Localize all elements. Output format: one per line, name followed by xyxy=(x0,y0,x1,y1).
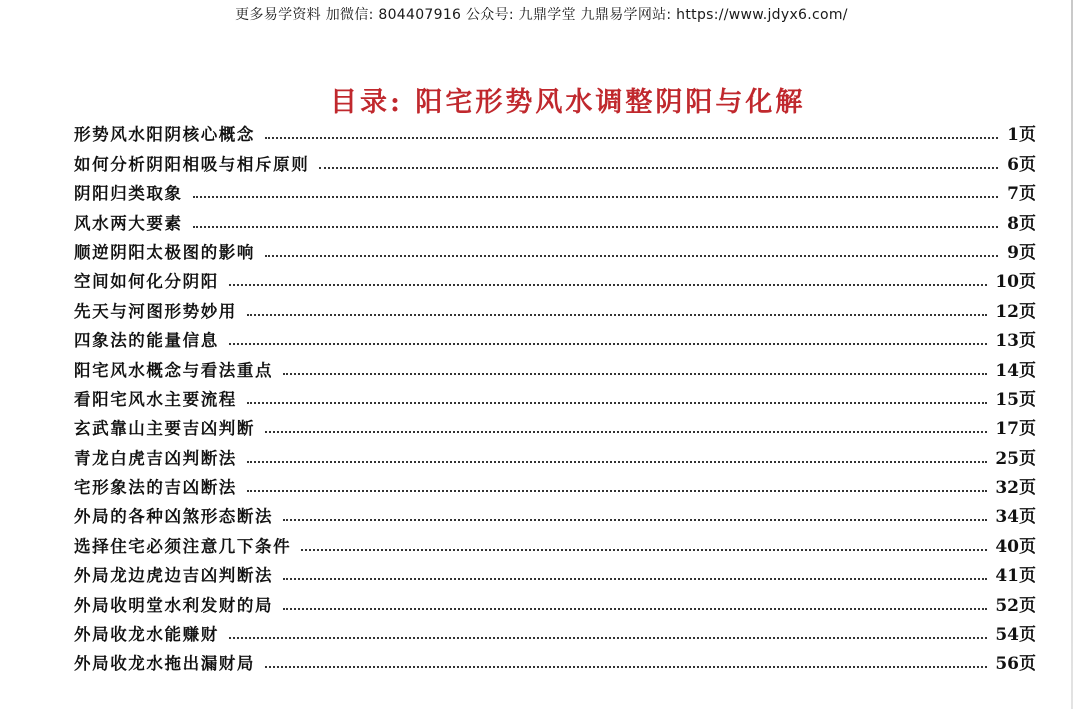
toc-row xyxy=(74,469,1036,498)
toc-row xyxy=(74,145,1036,174)
toc-row xyxy=(74,586,1036,615)
toc-row xyxy=(74,557,1036,586)
toc-page-number: 52页 xyxy=(995,595,1036,616)
dot-leader xyxy=(247,402,987,404)
toc-row xyxy=(74,645,1036,674)
dot-leader xyxy=(247,461,987,463)
toc-page-number: 25页 xyxy=(995,448,1036,469)
dot-leader xyxy=(283,578,987,580)
toc-row xyxy=(74,439,1036,468)
dot-leader xyxy=(265,666,987,668)
toc-entry-title: 选择住宅必须注意几下条件 xyxy=(74,536,292,556)
table-of-contents xyxy=(74,116,1036,674)
toc-entry-title: 外局收明堂水利发财的局 xyxy=(74,595,274,615)
toc-page-number: 12页 xyxy=(995,301,1036,322)
toc-page-number: 13页 xyxy=(995,331,1036,352)
dot-leader xyxy=(229,343,988,345)
toc-page-number: 34页 xyxy=(995,507,1036,528)
toc-entry-title: 外局的各种凶煞形态断法 xyxy=(74,507,274,527)
toc-entry-title: 宅形象法的吉凶断法 xyxy=(74,478,237,498)
toc-page-number: 15页 xyxy=(995,389,1036,410)
toc-page-number: 32页 xyxy=(995,478,1036,499)
toc-entry-title: 先天与河图形势妙用 xyxy=(74,301,237,321)
toc-entry-title: 空间如何化分阴阳 xyxy=(74,272,219,292)
toc-page-number: 8页 xyxy=(1007,213,1036,234)
toc-page-number: 6页 xyxy=(1007,154,1036,175)
toc-entry-title: 风水两大要素 xyxy=(74,213,183,233)
toc-entry-title: 玄武靠山主要吉凶判断 xyxy=(74,419,255,439)
toc-page-number: 40页 xyxy=(995,536,1036,557)
toc-row xyxy=(74,292,1036,321)
toc-entry-title: 形势风水阳阴核心概念 xyxy=(74,125,255,145)
toc-entry-title: 外局收龙水能赚财 xyxy=(74,625,219,645)
toc-row xyxy=(74,381,1036,410)
page-title: 目录: 阳宅形势风水调整阴阳与化解 xyxy=(330,87,806,118)
toc-row xyxy=(74,410,1036,439)
toc-entry-title: 阳宅风水概念与看法重点 xyxy=(74,360,274,380)
toc-entry-title: 顺逆阴阳太极图的影响 xyxy=(74,242,255,262)
toc-page-number: 7页 xyxy=(1007,184,1036,205)
dot-leader xyxy=(265,255,998,257)
toc-entry-title: 阴阳归类取象 xyxy=(74,184,183,204)
toc-row xyxy=(74,175,1036,204)
dot-leader xyxy=(283,608,987,610)
dot-leader xyxy=(265,431,987,433)
dot-leader xyxy=(193,196,998,198)
toc-entry-title: 看阳宅风水主要流程 xyxy=(74,389,237,409)
dot-leader xyxy=(283,519,987,521)
dot-leader xyxy=(229,637,988,639)
toc-row xyxy=(74,527,1036,556)
header-text: 更多易学资料 加微信: 804407916 公众号: 九鼎学堂 九鼎易学网站: https://www.jdyx6.com/ xyxy=(235,7,848,23)
toc-entry-title: 四象法的能量信息 xyxy=(74,331,219,351)
toc-row xyxy=(74,616,1036,645)
toc-row xyxy=(74,322,1036,351)
toc-page-number: 1页 xyxy=(1007,125,1036,146)
toc-row xyxy=(74,351,1036,380)
toc-page-number: 14页 xyxy=(995,360,1036,381)
dot-leader xyxy=(301,549,987,551)
toc-row xyxy=(74,204,1036,233)
dot-leader xyxy=(319,167,998,169)
dot-leader xyxy=(247,314,987,316)
dot-leader xyxy=(283,373,987,375)
toc-page-number: 10页 xyxy=(995,272,1036,293)
toc-page-number: 56页 xyxy=(995,654,1036,675)
dot-leader xyxy=(247,490,987,492)
toc-entry-title: 外局收龙水拖出漏财局 xyxy=(74,654,255,674)
toc-row xyxy=(74,498,1036,527)
toc-row xyxy=(74,263,1036,292)
toc-row xyxy=(74,234,1036,263)
toc-page-number: 54页 xyxy=(995,625,1036,646)
toc-page-number: 41页 xyxy=(995,566,1036,587)
toc-page-number: 9页 xyxy=(1007,242,1036,263)
scan-edge xyxy=(1071,0,1073,709)
toc-entry-title: 青龙白虎吉凶判断法 xyxy=(74,448,237,468)
dot-leader xyxy=(193,226,998,228)
dot-leader xyxy=(229,284,988,286)
toc-entry-title: 如何分析阴阳相吸与相斥原则 xyxy=(74,154,310,174)
toc-page-number: 17页 xyxy=(995,419,1036,440)
dot-leader xyxy=(265,137,998,139)
toc-row xyxy=(74,116,1036,145)
toc-entry-title: 外局龙边虎边吉凶判断法 xyxy=(74,566,274,586)
